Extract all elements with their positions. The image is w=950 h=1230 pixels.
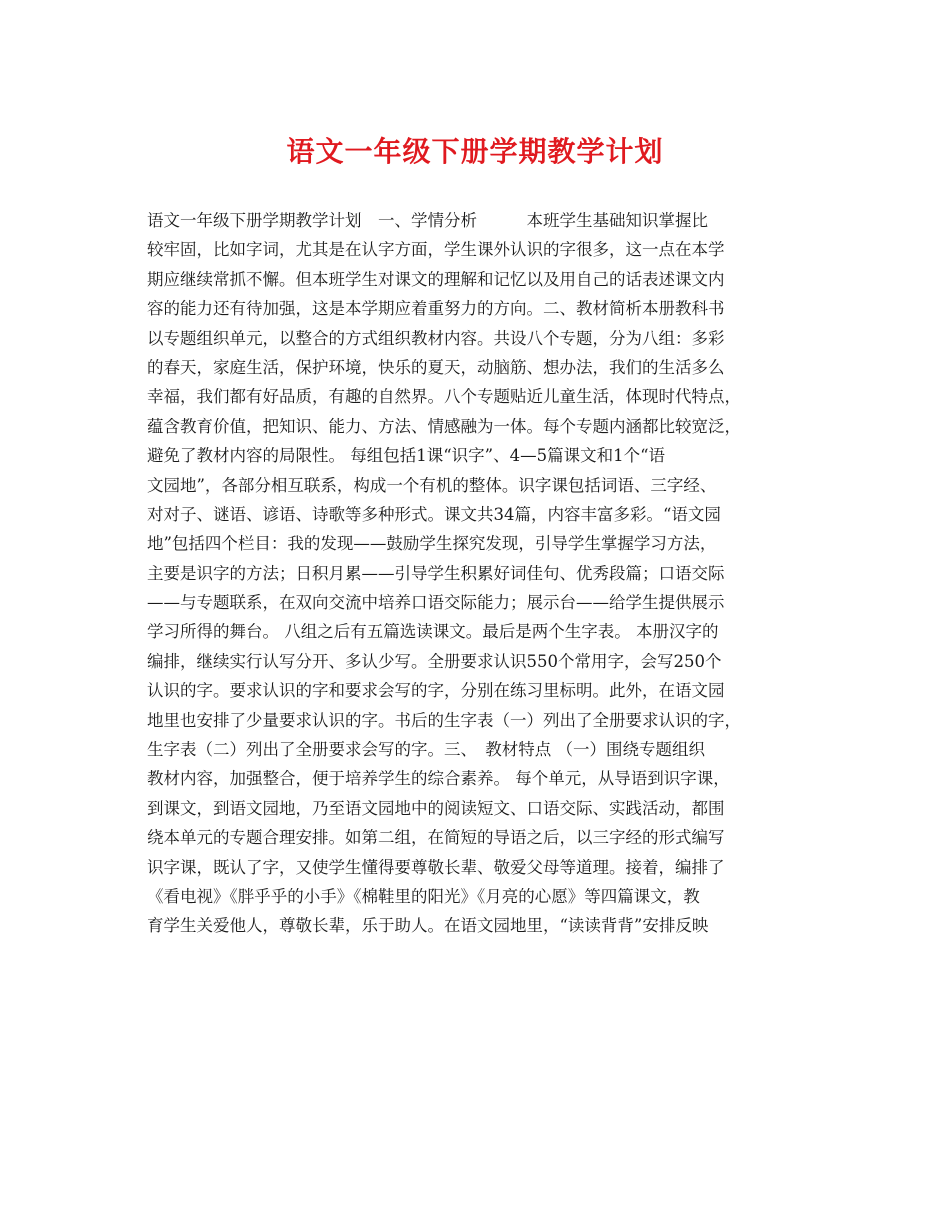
body-line: 到课文，到语文园地，乃至语文园地中的阅读短文、口语交际、实践活动，都围 [147,798,725,818]
body-line: 绕本单元的专题合理安排。如第二组，在简短的导语之后，以三字经的形式编写 [147,828,725,848]
body-line: 《看电视》《胖乎乎的小手》《棉鞋里的阳光》《月亮的心愿》等四篇课文，教 [147,886,700,906]
body-line: 以专题组织单元，以整合的方式组织教材内容。共设八个专题，分为八组：多彩 [147,328,725,348]
document-title: 语文一年级下册学期教学计划 [286,135,664,168]
body-line: 主要是识字的方法；日积月累——引导学生积累好词佳句、优秀段篇；口语交际 [147,563,725,583]
body-line: 对对子、谜语、谚语、诗歌等多种形式。课文共34篇，内容丰富多彩。“语文园 [147,504,721,524]
body-line: 学习所得的舞台。 八组之后有五篇选读课文。最后是两个生字表。 本册汉字的 [147,622,719,642]
body-line: 语文一年级下册学期教学计划 一、学情分析 本班学生基础知识掌握比 [147,211,708,230]
body-line: 教材内容，加强整合，便于培养学生的综合素养。 每个单元，从导语到识字课， [147,769,730,789]
body-line: ——与专题联系，在双向交流中培养口语交际能力；展示台——给学生提供展示 [147,593,725,613]
body-line: 避免了教材内容的局限性。 每组包括1课“识字”、4—5篇课文和1个“语 [147,446,666,466]
body-line: 容的能力还有待加强，这是本学期应着重努力的方向。二、教材简析本册教科书 [147,299,725,319]
body-line: 幸福，我们都有好品质，有趣的自然界。八个专题贴近儿童生活，体现时代特点， [147,387,741,407]
body-line: 的春天，家庭生活，保护环境，快乐的夏天，动脑筋、想办法，我们的生活多么 [147,357,725,377]
body-line: 蕴含教育价值，把知识、能力、方法、情感融为一体。每个专题内涵都比较宽泛， [147,416,741,436]
body-line: 地”包括四个栏目：我的发现——鼓励学生探究发现，引导学生掌握学习方法， [147,534,717,554]
body-line: 文园地”，各部分相互联系，构成一个有机的整体。识字课包括词语、三字经、 [147,475,717,495]
document-body [147,206,807,941]
body-line: 期应继续常抓不懈。但本班学生对课文的理解和记忆以及用自己的话表述课文内 [147,269,725,289]
body-line: 地里也安排了少量要求认识的字。书后的生字表（一）列出了全册要求认识的字， [147,710,741,730]
body-line: 生字表（二）列出了全册要求会写的字。三、 教材特点 （一）围绕专题组织 [147,740,705,760]
body-line: 编排，继续实行认写分开、多认少写。全册要求认识550个常用字，会写250个 [147,651,722,671]
body-line: 育学生关爱他人，尊敬长辈，乐于助人。在语文园地里，“读读背背”安排反映 [147,916,709,936]
body-line: 较牢固，比如字词，尤其是在认字方面，学生课外认识的字很多，这一点在本学 [147,240,725,260]
body-line: 认识的字。要求认识的字和要求会写的字，分别在练习里标明。此外，在语文园 [147,681,725,701]
body-line: 识字课，既认了字，又使学生懂得要尊敬长辈、敬爱父母等道理。接着，编排了 [147,857,725,877]
